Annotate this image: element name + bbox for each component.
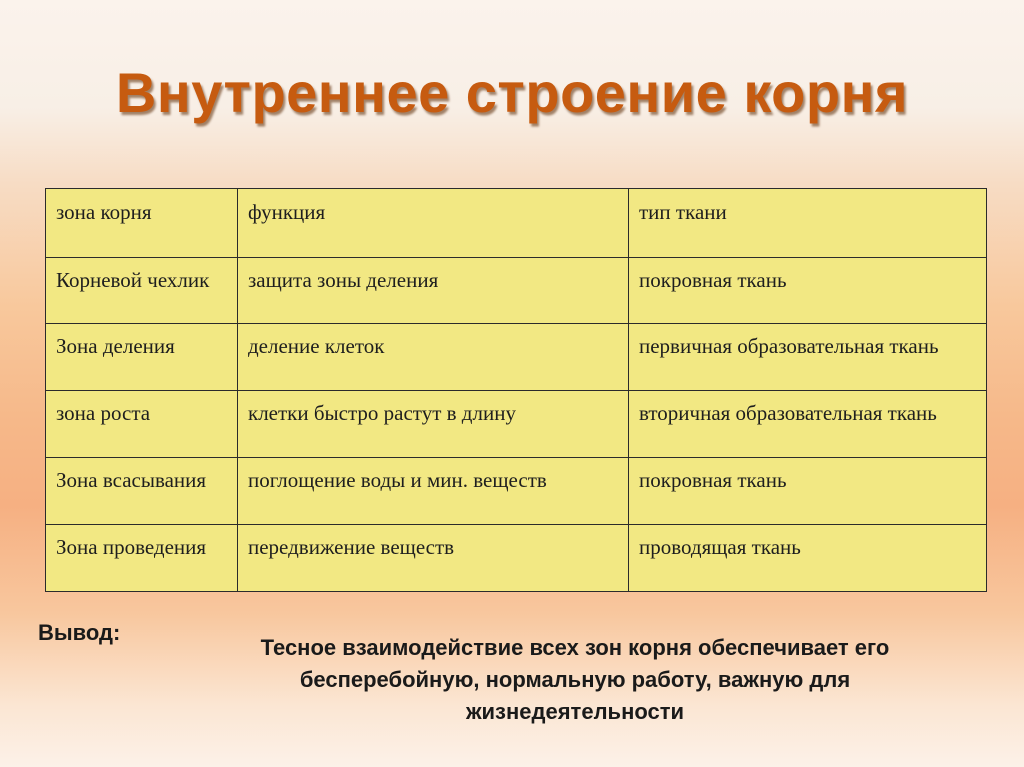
cell-function: клетки быстро растут в длину [238, 391, 629, 458]
conclusion-text: Тесное взаимодействие всех зон корня обеспечивает его бесперебойную, нормальную работу, важную для жизнедеятельности [260, 635, 890, 724]
table-row [46, 525, 987, 592]
root-zones-table [45, 188, 987, 592]
cell-zone: Зона деления [46, 324, 238, 391]
cell-zone: Зона проведения [46, 525, 238, 592]
cell-tissue: вторичная образовательная ткань [629, 391, 987, 458]
table-row [46, 324, 987, 391]
table-header-row [46, 189, 987, 258]
slide-title: Внутреннее строение корня [115, 61, 909, 124]
conclusion-label: Вывод: [38, 620, 121, 645]
header-cell-function: функция [238, 189, 629, 258]
cell-tissue: первичная образовательная ткань [629, 324, 987, 391]
table-row [46, 257, 987, 324]
cell-function: защита зоны деления [238, 257, 629, 324]
cell-zone: Корневой чехлик [46, 257, 238, 324]
table-row [46, 391, 987, 458]
cell-function: деление клеток [238, 324, 629, 391]
cell-function: передвижение веществ [238, 525, 629, 592]
table-row [46, 458, 987, 525]
cell-zone: зона роста [46, 391, 238, 458]
cell-tissue: проводящая ткань [629, 525, 987, 592]
cell-tissue: покровная ткань [629, 257, 987, 324]
header-cell-zone: зона корня [46, 189, 238, 258]
cell-tissue: покровная ткань [629, 458, 987, 525]
cell-zone: Зона всасывания [46, 458, 238, 525]
cell-function: поглощение воды и мин. веществ [238, 458, 629, 525]
header-cell-tissue: тип ткани [629, 189, 987, 258]
